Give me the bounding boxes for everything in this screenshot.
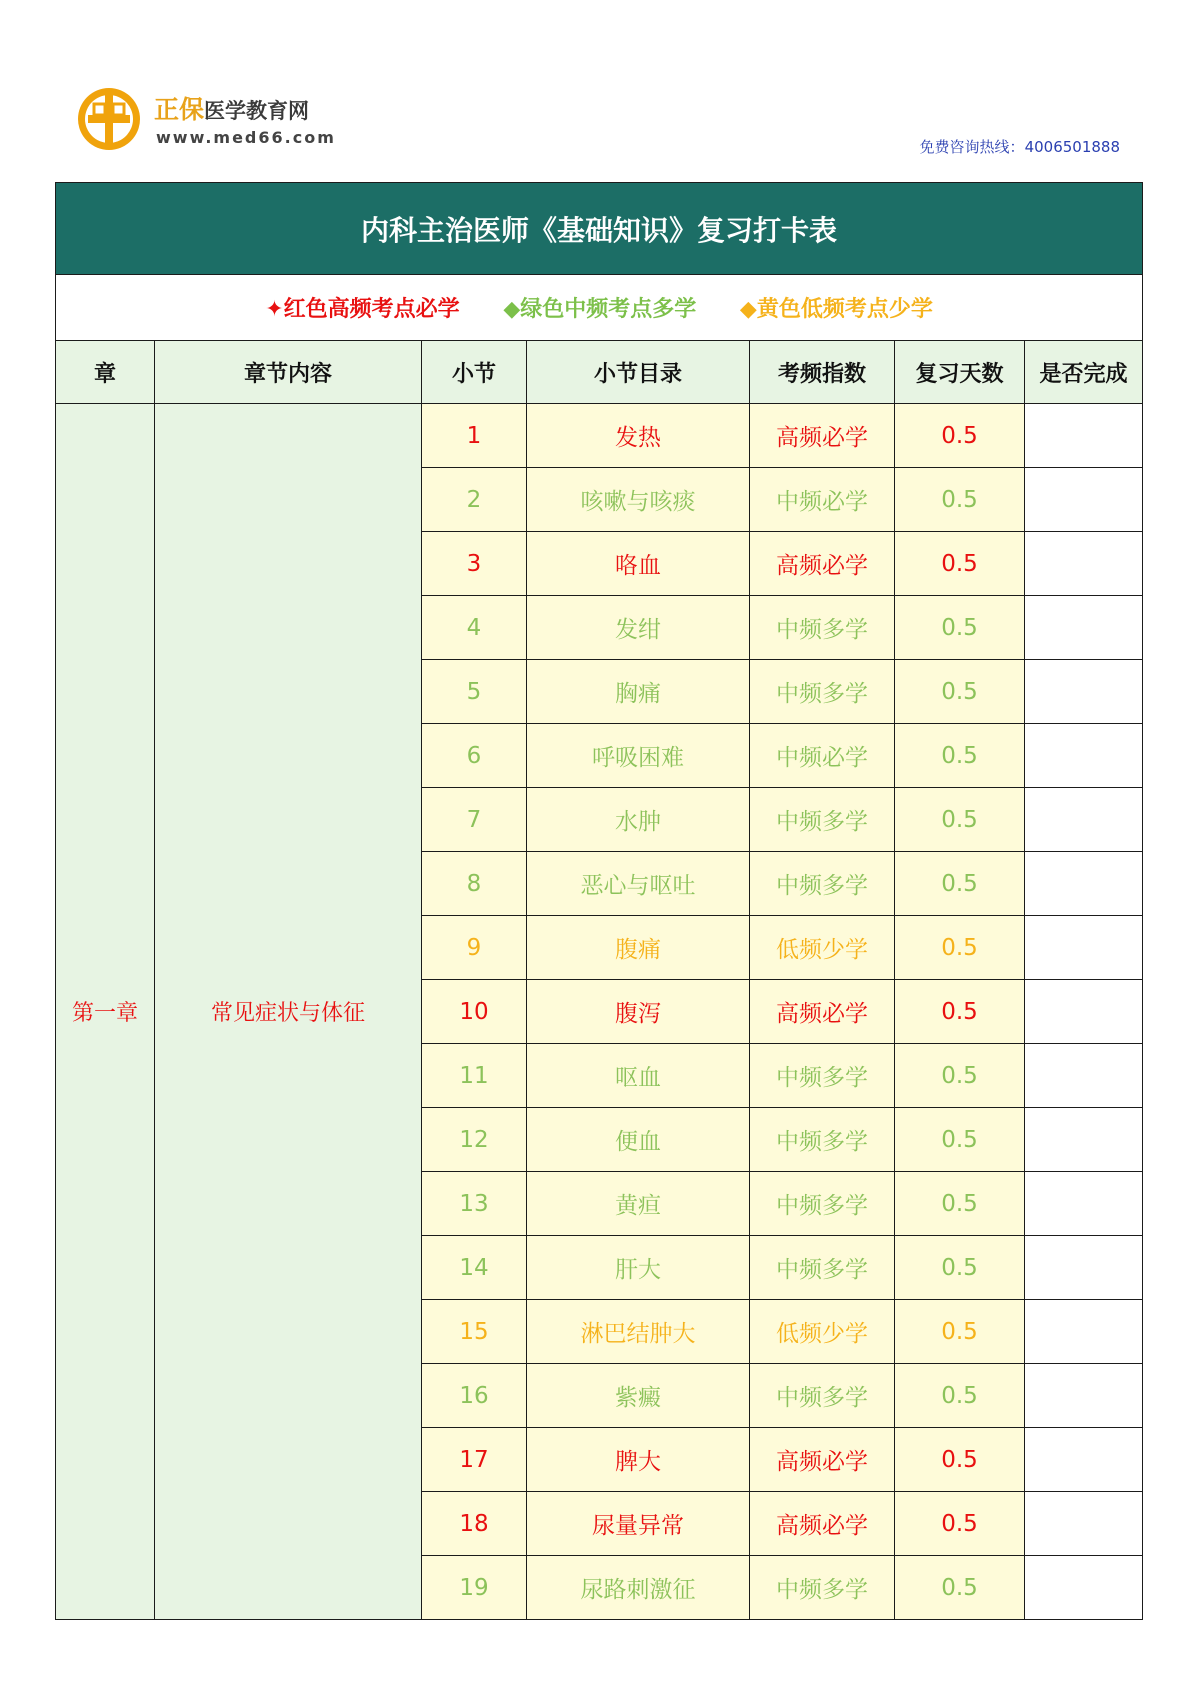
completion-checkbox-cell[interactable] <box>1025 1108 1143 1172</box>
section-number-cell: 12 <box>422 1108 527 1172</box>
section-topic-cell: 黄疸 <box>527 1172 750 1236</box>
legend-yellow: ◆黄色低频考点少学 <box>739 297 933 322</box>
frequency-cell: 中频必学 <box>750 724 895 788</box>
frequency-cell: 中频必学 <box>750 468 895 532</box>
frequency-cell: 中频多学 <box>750 596 895 660</box>
frequency-cell: 高频必学 <box>750 1428 895 1492</box>
chapter-content-cell: 常见症状与体征 <box>155 404 422 1620</box>
review-days-cell: 0.5 <box>895 1492 1025 1556</box>
section-number-cell: 13 <box>422 1172 527 1236</box>
review-days-cell: 0.5 <box>895 1236 1025 1300</box>
section-number-cell: 6 <box>422 724 527 788</box>
table-body <box>56 404 1143 1620</box>
logo-emblem-icon <box>76 86 142 152</box>
chapter-cell: 第一章 <box>56 404 155 1620</box>
col-header-completed: 是否完成 <box>1025 341 1143 404</box>
section-topic-cell: 便血 <box>527 1108 750 1172</box>
section-topic-cell: 呼吸困难 <box>527 724 750 788</box>
review-days-cell: 0.5 <box>895 596 1025 660</box>
completion-checkbox-cell[interactable] <box>1025 404 1143 468</box>
review-days-cell: 0.5 <box>895 788 1025 852</box>
section-topic-cell: 发绀 <box>527 596 750 660</box>
checkin-table <box>55 182 1143 1620</box>
completion-checkbox-cell[interactable] <box>1025 660 1143 724</box>
col-header-review-days: 复习天数 <box>895 341 1025 404</box>
section-number-cell: 1 <box>422 404 527 468</box>
completion-checkbox-cell[interactable] <box>1025 596 1143 660</box>
section-topic-cell: 发热 <box>527 404 750 468</box>
legend-red: ✦红色高频考点必学 <box>265 297 460 322</box>
col-header-section: 小节 <box>422 341 527 404</box>
section-number-cell: 2 <box>422 468 527 532</box>
section-topic-cell: 腹痛 <box>527 916 750 980</box>
frequency-cell: 中频多学 <box>750 1236 895 1300</box>
review-days-cell: 0.5 <box>895 852 1025 916</box>
review-days-cell: 0.5 <box>895 1428 1025 1492</box>
section-topic-cell: 水肿 <box>527 788 750 852</box>
section-topic-cell: 尿路刺激征 <box>527 1556 750 1620</box>
review-days-cell: 0.5 <box>895 1044 1025 1108</box>
frequency-cell: 中频多学 <box>750 1044 895 1108</box>
frequency-cell: 高频必学 <box>750 532 895 596</box>
section-topic-cell: 淋巴结肿大 <box>527 1300 750 1364</box>
section-number-cell: 8 <box>422 852 527 916</box>
completion-checkbox-cell[interactable] <box>1025 1364 1143 1428</box>
section-topic-cell: 咳嗽与咳痰 <box>527 468 750 532</box>
completion-checkbox-cell[interactable] <box>1025 1236 1143 1300</box>
section-number-cell: 15 <box>422 1300 527 1364</box>
completion-checkbox-cell[interactable] <box>1025 1172 1143 1236</box>
table-title: 内科主治医师《基础知识》复习打卡表 <box>56 183 1143 275</box>
completion-checkbox-cell[interactable] <box>1025 532 1143 596</box>
completion-checkbox-cell[interactable] <box>1025 1044 1143 1108</box>
section-number-cell: 18 <box>422 1492 527 1556</box>
section-topic-cell: 腹泻 <box>527 980 750 1044</box>
section-number-cell: 11 <box>422 1044 527 1108</box>
hotline-label: 免费咨询热线： <box>919 138 1025 156</box>
section-topic-cell: 呕血 <box>527 1044 750 1108</box>
col-header-chapter-content: 章节内容 <box>155 341 422 404</box>
section-number-cell: 3 <box>422 532 527 596</box>
review-days-cell: 0.5 <box>895 980 1025 1044</box>
review-days-cell: 0.5 <box>895 404 1025 468</box>
section-topic-cell: 紫癜 <box>527 1364 750 1428</box>
col-header-frequency: 考频指数 <box>750 341 895 404</box>
frequency-cell: 高频必学 <box>750 1492 895 1556</box>
completion-checkbox-cell[interactable] <box>1025 1556 1143 1620</box>
completion-checkbox-cell[interactable] <box>1025 980 1143 1044</box>
section-number-cell: 7 <box>422 788 527 852</box>
frequency-cell: 中频多学 <box>750 1364 895 1428</box>
frequency-cell: 低频少学 <box>750 1300 895 1364</box>
section-number-cell: 14 <box>422 1236 527 1300</box>
logo-name <box>154 90 309 126</box>
frequency-cell: 高频必学 <box>750 980 895 1044</box>
completion-checkbox-cell[interactable] <box>1025 724 1143 788</box>
col-header-chapter: 章 <box>56 341 155 404</box>
review-days-cell: 0.5 <box>895 1108 1025 1172</box>
section-number-cell: 17 <box>422 1428 527 1492</box>
column-header-row <box>56 341 1143 404</box>
review-days-cell: 0.5 <box>895 1556 1025 1620</box>
review-days-cell: 0.5 <box>895 916 1025 980</box>
completion-checkbox-cell[interactable] <box>1025 1492 1143 1556</box>
hotline-number: 4006501888 <box>1024 138 1120 156</box>
logo-url: www.med66.com <box>156 128 336 147</box>
frequency-cell: 低频少学 <box>750 916 895 980</box>
frequency-cell: 中频多学 <box>750 788 895 852</box>
logo-subtitle: 医学教育网 <box>204 99 310 123</box>
completion-checkbox-cell[interactable] <box>1025 788 1143 852</box>
completion-checkbox-cell[interactable] <box>1025 468 1143 532</box>
section-number-cell: 9 <box>422 916 527 980</box>
completion-checkbox-cell[interactable] <box>1025 852 1143 916</box>
section-number-cell: 10 <box>422 980 527 1044</box>
legend-green: ◆绿色中频考点多学 <box>503 297 697 322</box>
col-header-section-topic: 小节目录 <box>527 341 750 404</box>
review-days-cell: 0.5 <box>895 532 1025 596</box>
table-row <box>56 404 1143 468</box>
frequency-cell: 高频必学 <box>750 404 895 468</box>
brand-logo <box>76 84 436 154</box>
legend <box>56 275 1143 341</box>
section-topic-cell: 胸痛 <box>527 660 750 724</box>
frequency-cell: 中频多学 <box>750 660 895 724</box>
frequency-cell: 中频多学 <box>750 852 895 916</box>
hotline <box>920 136 1120 157</box>
review-days-cell: 0.5 <box>895 1364 1025 1428</box>
section-number-cell: 19 <box>422 1556 527 1620</box>
section-topic-cell: 恶心与呕吐 <box>527 852 750 916</box>
frequency-cell: 中频多学 <box>750 1172 895 1236</box>
review-days-cell: 0.5 <box>895 660 1025 724</box>
logo-brand: 正保 <box>154 95 205 124</box>
section-number-cell: 16 <box>422 1364 527 1428</box>
section-number-cell: 5 <box>422 660 527 724</box>
completion-checkbox-cell[interactable] <box>1025 1300 1143 1364</box>
frequency-cell: 中频多学 <box>750 1108 895 1172</box>
review-days-cell: 0.5 <box>895 1172 1025 1236</box>
frequency-cell: 中频多学 <box>750 1556 895 1620</box>
completion-checkbox-cell[interactable] <box>1025 916 1143 980</box>
section-number-cell: 4 <box>422 596 527 660</box>
section-topic-cell: 咯血 <box>527 532 750 596</box>
section-topic-cell: 脾大 <box>527 1428 750 1492</box>
section-topic-cell: 肝大 <box>527 1236 750 1300</box>
completion-checkbox-cell[interactable] <box>1025 1428 1143 1492</box>
review-days-cell: 0.5 <box>895 468 1025 532</box>
review-days-cell: 0.5 <box>895 724 1025 788</box>
review-days-cell: 0.5 <box>895 1300 1025 1364</box>
section-topic-cell: 尿量异常 <box>527 1492 750 1556</box>
